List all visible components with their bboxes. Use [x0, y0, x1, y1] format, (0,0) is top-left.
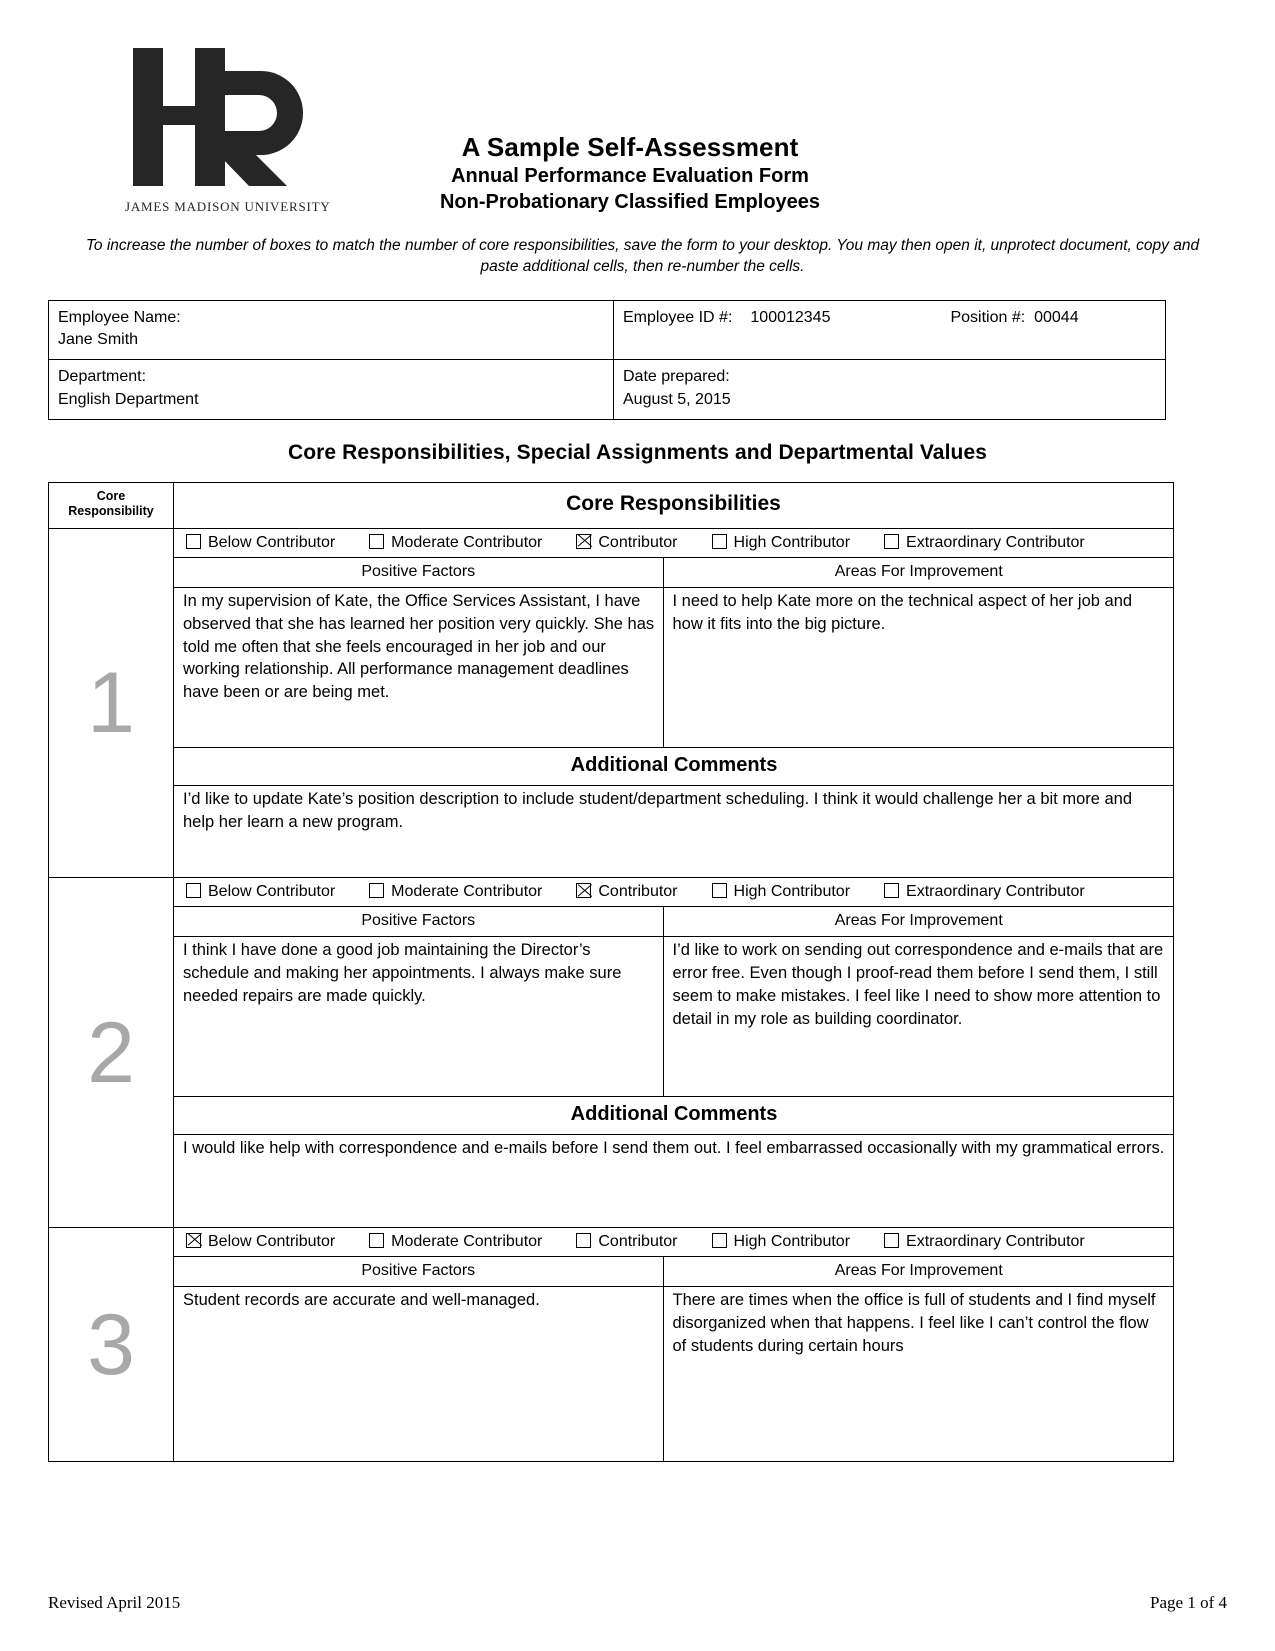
areas-for-improvement-text[interactable]: I’d like to work on sending out correspondence and e-mails that are error free. Even though I proof-read them before I send them, I still seem to make mistakes. I feel like I need to show more attention to detail in my role as building coordinator.: [663, 937, 1174, 1097]
date-prepared-label: Date prepared:: [623, 368, 730, 386]
factor-body-row: [174, 937, 1174, 1097]
factor-headers-row: [174, 1256, 1174, 1286]
core-header-line2: Responsibility: [68, 504, 154, 519]
checkbox-icon[interactable]: [884, 1233, 899, 1248]
positive-factors-header: Positive Factors: [174, 557, 663, 587]
positive-factors-text[interactable]: In my supervision of Kate, the Office Services Assistant, I have observed that she has learned her position very quickly. She has told me often that she feels encouraged in her job and our working relationship. All performance management deadlines have been or are being met.: [174, 587, 663, 747]
additional-comments-text[interactable]: I would like help with correspondence and e-mails before I send them out. I feel embarrassed occasionally with my grammatical errors.: [174, 1135, 1174, 1227]
rating-options: [174, 529, 1174, 558]
rating-label: Contributor: [598, 533, 678, 551]
checkbox-icon[interactable]: [369, 883, 384, 898]
rating-option-moderate-contributor[interactable]: [369, 1233, 542, 1251]
department-cell[interactable]: [49, 360, 614, 419]
date-prepared-value: August 5, 2015: [623, 390, 731, 408]
responsibility-inner-table: [174, 529, 1174, 878]
rating-label: High Contributor: [733, 883, 851, 901]
checkbox-icon[interactable]: [369, 1233, 384, 1248]
page-subtitle-1: Annual Performance Evaluation Form: [451, 164, 809, 187]
checkbox-checked-icon[interactable]: [186, 1233, 201, 1248]
responsibility-inner-table: [174, 878, 1174, 1227]
rating-option-high-contributor[interactable]: [712, 1233, 851, 1251]
additional-comments-body-row: [174, 1135, 1174, 1227]
checkbox-checked-icon[interactable]: [576, 883, 591, 898]
additional-comments-body-row: [174, 785, 1174, 877]
checkbox-icon[interactable]: [576, 1233, 591, 1248]
rating-label: Moderate Contributor: [391, 883, 543, 901]
factor-body-row: [174, 587, 1174, 747]
positive-factors-header: Positive Factors: [174, 907, 663, 937]
rating-option-extraordinary-contributor[interactable]: [884, 883, 1085, 901]
employee-info-table: [48, 300, 1166, 420]
checkbox-icon[interactable]: [884, 883, 899, 898]
hr-monogram-icon: [125, 38, 325, 198]
rating-option-extraordinary-contributor[interactable]: [884, 534, 1085, 552]
rating-label: Contributor: [598, 1232, 678, 1250]
responsibility-number: 3: [49, 1227, 174, 1462]
factor-headers-row: [174, 557, 1174, 587]
rating-option-high-contributor[interactable]: [712, 883, 851, 901]
responsibility-row: [49, 878, 1174, 1228]
rating-option-high-contributor[interactable]: [712, 534, 851, 552]
checkbox-icon[interactable]: [884, 534, 899, 549]
responsibility-content: [174, 1227, 1174, 1462]
info-row-department: [49, 360, 1166, 419]
rating-label: Contributor: [598, 883, 678, 901]
rating-option-moderate-contributor[interactable]: [369, 534, 542, 552]
rating-option-extraordinary-contributor[interactable]: [884, 1233, 1085, 1251]
footer-revised: Revised April 2015: [48, 1593, 181, 1612]
logo-university-text: JAMES MADISON UNIVERSITY: [125, 199, 331, 214]
rating-option-contributor[interactable]: [576, 534, 677, 552]
checkbox-icon[interactable]: [712, 883, 727, 898]
core-responsibility-header: [49, 482, 174, 528]
department-label: Department:: [58, 368, 147, 386]
page-header: [0, 0, 1275, 214]
page-footer: [48, 1593, 1227, 1613]
position-label: Position #:: [950, 308, 1026, 326]
date-prepared-cell[interactable]: [614, 360, 1166, 419]
rating-label: High Contributor: [733, 1232, 851, 1250]
rating-option-below-contributor[interactable]: [186, 1233, 335, 1251]
additional-comments-header-row: [174, 747, 1174, 785]
rating-option-contributor[interactable]: [576, 883, 677, 901]
employee-name-label: Employee Name:: [58, 308, 181, 326]
rating-row: [174, 878, 1174, 907]
rating-label: Moderate Contributor: [391, 1232, 543, 1250]
positive-factors-text[interactable]: Student records are accurate and well-managed.: [174, 1286, 663, 1461]
core-responsibilities-header: Core Responsibilities: [174, 482, 1174, 528]
checkbox-icon[interactable]: [712, 1233, 727, 1248]
section-title: Core Responsibilities, Special Assignments and Departmental Values: [287, 440, 988, 464]
rating-option-below-contributor[interactable]: [186, 883, 335, 901]
factor-headers-row: [174, 907, 1174, 937]
areas-for-improvement-header: Areas For Improvement: [663, 557, 1174, 587]
rating-label: Below Contributor: [208, 1232, 336, 1250]
form-instruction: To increase the number of boxes to match the number of core responsibilities, save the form to your desktop. You may then open it, unprotect document, copy and paste additional cells, then re-number the cells.: [85, 237, 1200, 276]
core-table-header-row: [49, 482, 1174, 528]
title-block: [330, 132, 930, 216]
checkbox-icon[interactable]: [369, 534, 384, 549]
employee-id-position-cell[interactable]: [614, 300, 1166, 359]
checkbox-icon[interactable]: [186, 883, 201, 898]
additional-comments-header: Additional Comments: [174, 747, 1174, 785]
jmu-hr-logo: [125, 38, 331, 218]
core-header-line1: Core: [96, 488, 126, 503]
positive-factors-header: Positive Factors: [174, 1256, 663, 1286]
footer-page-number: Page 1 of 4: [1150, 1593, 1227, 1612]
areas-for-improvement-text[interactable]: I need to help Kate more on the technical aspect of her job and how it fits into the big picture.: [663, 587, 1174, 747]
rating-option-moderate-contributor[interactable]: [369, 883, 542, 901]
areas-for-improvement-header: Areas For Improvement: [663, 1256, 1174, 1286]
positive-factors-text[interactable]: I think I have done a good job maintaining the Director’s schedule and making her appointments. I always make sure needed repairs are made quickly.: [174, 937, 663, 1097]
checkbox-icon[interactable]: [712, 534, 727, 549]
rating-row: [174, 529, 1174, 558]
page-subtitle-2: Non-Probationary Classified Employees: [439, 191, 821, 214]
rating-label: High Contributor: [733, 533, 851, 551]
page-title: A Sample Self-Assessment: [461, 132, 799, 162]
responsibility-row: [49, 528, 1174, 878]
responsibility-inner-table: [174, 1228, 1174, 1462]
employee-name-cell[interactable]: [49, 300, 614, 359]
rating-label: Moderate Contributor: [391, 533, 543, 551]
rating-row: [174, 1228, 1174, 1257]
checkbox-checked-icon[interactable]: [576, 534, 591, 549]
position-value: 00044: [1034, 308, 1079, 326]
rating-option-contributor[interactable]: [576, 1233, 677, 1251]
employee-id-value: 100012345: [750, 308, 831, 326]
rating-label: Below Contributor: [208, 883, 336, 901]
responsibility-content: [174, 528, 1174, 878]
employee-name-value: Jane Smith: [58, 331, 139, 349]
employee-id-label: Employee ID #:: [623, 308, 733, 326]
additional-comments-text[interactable]: I’d like to update Kate’s position description to include student/department scheduling. I think it would challenge her a bit more and help her learn a new program.: [174, 785, 1174, 877]
responsibility-number: 1: [49, 528, 174, 878]
factor-body-row: [174, 1286, 1174, 1461]
additional-comments-header-row: [174, 1097, 1174, 1135]
areas-for-improvement-text[interactable]: There are times when the office is full of students and I find myself disorganized when that happens. I feel like I can’t control the flow of students during certain hours: [663, 1286, 1174, 1461]
rating-label: Below Contributor: [208, 533, 336, 551]
checkbox-icon[interactable]: [186, 534, 201, 549]
rating-label: Extraordinary Contributor: [906, 1232, 1085, 1250]
responsibility-content: [174, 878, 1174, 1228]
rating-options: [174, 878, 1174, 907]
core-responsibilities-table: [48, 482, 1174, 1463]
areas-for-improvement-header: Areas For Improvement: [663, 907, 1174, 937]
rating-option-below-contributor[interactable]: [186, 534, 335, 552]
department-value: English Department: [58, 390, 199, 408]
rating-label: Extraordinary Contributor: [906, 883, 1085, 901]
info-row-name: [49, 300, 1166, 359]
additional-comments-header: Additional Comments: [174, 1097, 1174, 1135]
responsibility-row: [49, 1227, 1174, 1462]
responsibility-number: 2: [49, 878, 174, 1228]
rating-label: Extraordinary Contributor: [906, 533, 1085, 551]
rating-options: [174, 1228, 1174, 1257]
